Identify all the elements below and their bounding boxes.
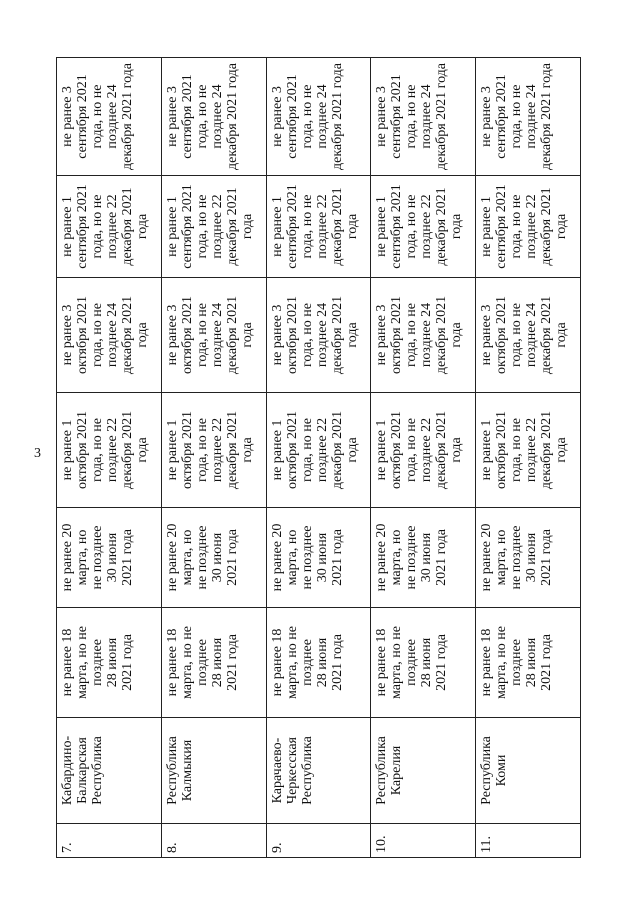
date-cell: не ранее 18 марта, но не позднее 28 июня 2021 года [371, 608, 476, 718]
table-row [371, 58, 476, 858]
date-cell: не ранее 18 марта, но не позднее 28 июня 2021 года [266, 608, 371, 718]
date-cell: не ранее 20 марта, но не позднее 30 июня 2021 года [266, 508, 371, 608]
date-cell: не ранее 1 октября 2021 года, но не позднее 22 декабря 2021 года [266, 393, 371, 508]
date-cell: не ранее 3 сентября 2021 года, но не позднее 24 декабря 2021 года [266, 58, 371, 176]
schedule-table [56, 57, 581, 858]
date-cell: не ранее 1 сентября 2021 года, но не позднее 22 декабря 2021 года [161, 176, 266, 278]
table-row [266, 58, 371, 858]
row-number: 9. [266, 824, 371, 858]
date-cell: не ранее 20 марта, но не позднее 30 июня 2021 года [371, 508, 476, 608]
region-name: Кабардино- Балкарская Республика [57, 718, 162, 824]
date-cell: не ранее 1 октября 2021 года, но не позднее 22 декабря 2021 года [161, 393, 266, 508]
row-number: 7. [57, 824, 162, 858]
row-number: 10. [371, 824, 476, 858]
date-cell: не ранее 18 марта, но не позднее 28 июня 2021 года [161, 608, 266, 718]
date-cell: не ранее 1 сентября 2021 года, но не позднее 22 декабря 2021 года [57, 176, 162, 278]
date-cell: не ранее 3 сентября 2021 года, но не позднее 24 декабря 2021 года [57, 58, 162, 176]
date-cell: не ранее 1 октября 2021 года, но не позднее 22 декабря 2021 года [57, 393, 162, 508]
date-cell: не ранее 3 октября 2021 года, но не позднее 24 декабря 2021 года [266, 278, 371, 393]
row-number: 11. [476, 824, 581, 858]
date-cell: не ранее 3 октября 2021 года, но не позднее 24 декабря 2021 года [476, 278, 581, 393]
date-cell: не ранее 3 октября 2021 года, но не позднее 24 декабря 2021 года [371, 278, 476, 393]
table-row [57, 58, 162, 858]
region-name: Республика Карелия [371, 718, 476, 824]
region-name: Республика Калмыкия [161, 718, 266, 824]
region-name: Республика Коми [476, 718, 581, 824]
page-number: 3 [34, 446, 41, 461]
table-container [56, 58, 581, 858]
date-cell: не ранее 3 сентября 2021 года, но не позднее 24 декабря 2021 года [161, 58, 266, 176]
date-cell: не ранее 3 октября 2021 года, но не позднее 24 декабря 2021 года [161, 278, 266, 393]
date-cell: не ранее 20 марта, но не позднее 30 июня 2021 года [57, 508, 162, 608]
date-cell: не ранее 18 марта, но не позднее 28 июня 2021 года [476, 608, 581, 718]
date-cell: не ранее 20 марта, но не позднее 30 июня 2021 года [476, 508, 581, 608]
date-cell: не ранее 3 октября 2021 года, но не позднее 24 декабря 2021 года [57, 278, 162, 393]
table-row [161, 58, 266, 858]
region-name: Карачаево- Черкесская Республика [266, 718, 371, 824]
table-row [476, 58, 581, 858]
date-cell: не ранее 1 сентября 2021 года, но не позднее 22 декабря 2021 года [371, 176, 476, 278]
date-cell: не ранее 1 октября 2021 года, но не позднее 22 декабря 2021 года [371, 393, 476, 508]
date-cell: не ранее 1 сентября 2021 года, но не позднее 22 декабря 2021 года [266, 176, 371, 278]
date-cell: не ранее 3 сентября 2021 года, но не позднее 24 декабря 2021 года [476, 58, 581, 176]
row-number: 8. [161, 824, 266, 858]
date-cell: не ранее 18 марта, но не позднее 28 июня 2021 года [57, 608, 162, 718]
date-cell: не ранее 3 сентября 2021 года, но не позднее 24 декабря 2021 года [371, 58, 476, 176]
rotated-table-wrap [56, 58, 581, 858]
date-cell: не ранее 1 сентября 2021 года, но не позднее 22 декабря 2021 года [476, 176, 581, 278]
date-cell: не ранее 20 марта, но не позднее 30 июня 2021 года [161, 508, 266, 608]
date-cell: не ранее 1 октября 2021 года, но не позднее 22 декабря 2021 года [476, 393, 581, 508]
